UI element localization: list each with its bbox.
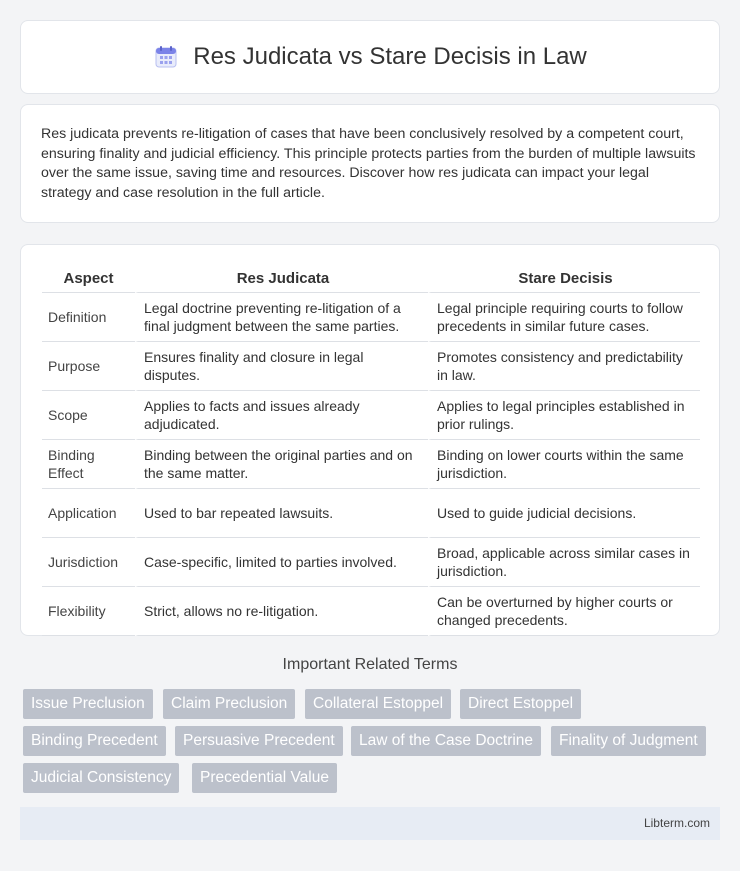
- footer: [20, 807, 720, 840]
- related-term-tag[interactable]: Finality of Judgment: [551, 726, 706, 756]
- table-header-row: [42, 265, 700, 293]
- stare-decisis-cell: Applies to legal principles established in prior rulings.: [428, 391, 700, 440]
- aspect-cell: Jurisdiction: [42, 538, 135, 587]
- res-judicata-cell: Applies to facts and issues already adjudicated.: [135, 391, 428, 440]
- stare-decisis-cell: Can be overturned by higher courts or changed precedents.: [428, 587, 700, 636]
- related-term-tag[interactable]: Precedential Value: [192, 763, 337, 793]
- table-row: [42, 489, 700, 538]
- related-term-tag[interactable]: Collateral Estoppel: [305, 689, 451, 719]
- page-title: Res Judicata vs Stare Decisis in Law: [193, 43, 587, 70]
- res-judicata-cell: Ensures finality and closure in legal disputes.: [135, 342, 428, 391]
- table-row: [42, 342, 700, 391]
- aspect-cell: Scope: [42, 391, 135, 440]
- intro-text: Res judicata prevents re-litigation of cases that have been conclusively resolved by a competent court, ensuring finality and judicial efficiency. This principle protects parties from the burden of multiple lawsuits over the same issue, saving time and resources. Discover how res judicata can impact your legal strategy and case resolution in the full article.: [41, 126, 696, 201]
- table-row: [42, 293, 700, 342]
- related-term-tag[interactable]: Claim Preclusion: [163, 689, 295, 719]
- related-term-tag[interactable]: Law of the Case Doctrine: [351, 726, 541, 756]
- table-row: [42, 440, 700, 489]
- res-judicata-cell: Used to bar repeated lawsuits.: [135, 489, 428, 538]
- table-row: [42, 391, 700, 440]
- comparison-table: [42, 265, 700, 636]
- header-res-judicata: Res Judicata: [135, 265, 428, 293]
- related-term-tag[interactable]: Persuasive Precedent: [175, 726, 343, 756]
- aspect-cell: Application: [42, 489, 135, 538]
- stare-decisis-cell: Used to guide judicial decisions.: [428, 489, 700, 538]
- footer-link[interactable]: Libterm.com: [643, 816, 710, 830]
- title-card: [20, 20, 720, 94]
- res-judicata-cell: Strict, allows no re-litigation.: [135, 587, 428, 636]
- header-aspect: Aspect: [42, 265, 135, 293]
- related-term-tag[interactable]: Judicial Consistency: [23, 763, 179, 793]
- stare-decisis-cell: Promotes consistency and predictability in law.: [428, 342, 700, 391]
- stare-decisis-cell: Binding on lower courts within the same jurisdiction.: [428, 440, 700, 489]
- related-term-tag[interactable]: Binding Precedent: [23, 726, 166, 756]
- aspect-cell: Definition: [42, 293, 135, 342]
- table-row: [42, 587, 700, 636]
- related-term-tag[interactable]: Direct Estoppel: [460, 689, 581, 719]
- stare-decisis-cell: Broad, applicable across similar cases in jurisdiction.: [428, 538, 700, 587]
- stare-decisis-cell: Legal principle requiring courts to follow precedents in similar future cases.: [428, 293, 700, 342]
- table-row: [42, 538, 700, 587]
- res-judicata-cell: Legal doctrine preventing re-litigation of a final judgment between the same parties.: [135, 293, 428, 342]
- comparison-card: [20, 244, 720, 636]
- res-judicata-cell: Binding between the original parties and on the same matter.: [135, 440, 428, 489]
- related-terms-title: Important Related Terms: [282, 656, 458, 673]
- res-judicata-cell: Case-specific, limited to parties involved.: [135, 538, 428, 587]
- calendar-icon: [153, 44, 179, 70]
- aspect-cell: Purpose: [42, 342, 135, 391]
- intro-card: [20, 104, 720, 223]
- aspect-cell: Flexibility: [42, 587, 135, 636]
- aspect-cell: Binding Effect: [42, 440, 135, 489]
- header-stare-decisis: Stare Decisis: [428, 265, 700, 293]
- related-term-tag[interactable]: Issue Preclusion: [23, 689, 153, 719]
